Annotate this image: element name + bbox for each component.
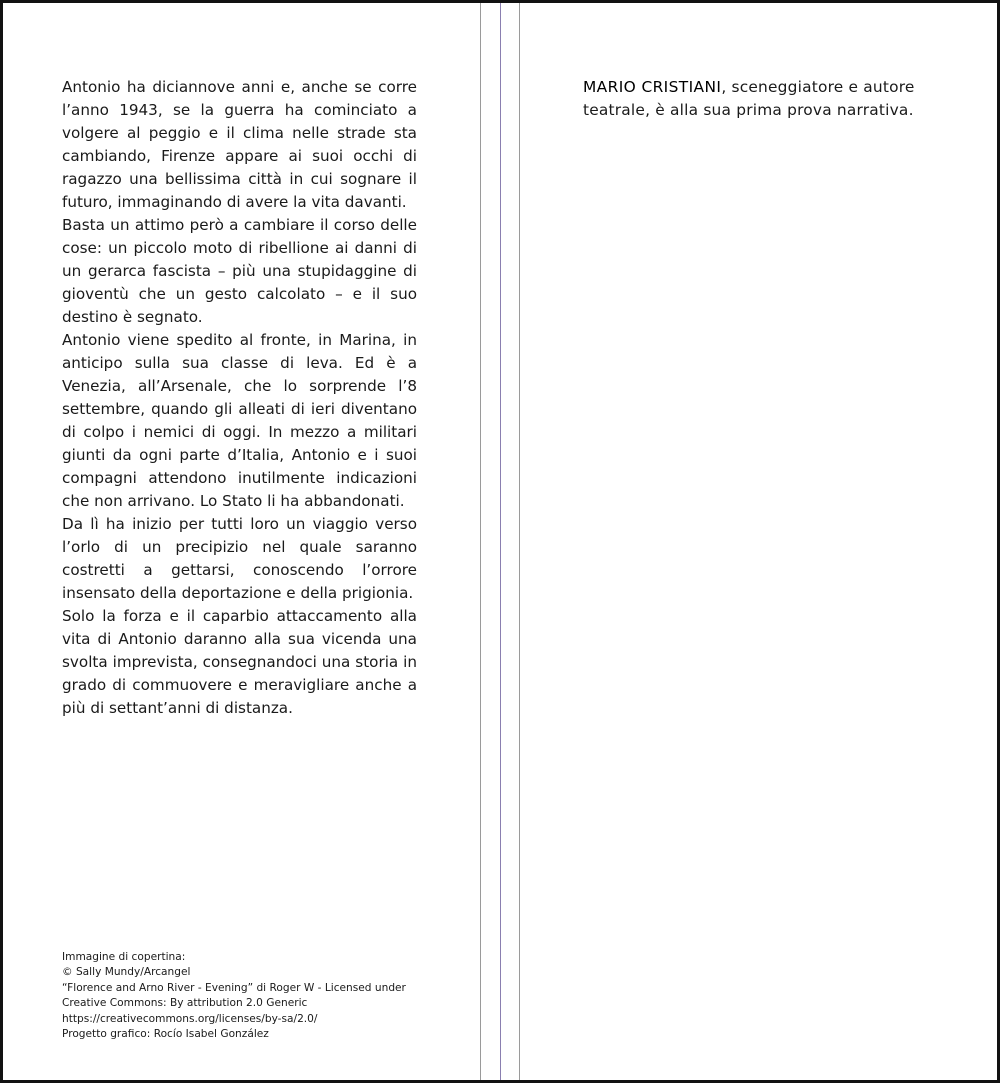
back-cover-page bbox=[3, 3, 480, 1080]
front-flap-page bbox=[521, 3, 997, 1080]
book-spine bbox=[480, 3, 520, 1080]
blurb-paragraph: Antonio ha diciannove anni e, anche se corre l’anno 1943, se la guerra ha cominciato a volgere al peggio e il clima nelle strade sta cambiando, Firenze appare ai suoi occhi di ragazzo una bellissima città in cui sognare il futuro, immaginando di avere la vita davanti. bbox=[62, 78, 417, 211]
credit-line: Progetto grafico: Rocío Isabel González bbox=[62, 1028, 269, 1041]
blurb-paragraph: Basta un attimo però a cambiare il corso delle cose: un piccolo moto di ribellione ai danni di un gerarca fascista – più una stupidaggine di gioventù che un gesto calcolato – e il suo destino è segnato. bbox=[62, 216, 417, 326]
credit-line: Creative Commons: By attribution 2.0 Generic bbox=[62, 997, 308, 1010]
author-bio bbox=[583, 76, 953, 122]
credit-line: “Florence and Arno River - Evening” di Roger W - Licensed under bbox=[62, 981, 406, 994]
author-bio-text: , sceneggiatore e autore teatrale, è alla sua prima prova narrativa. bbox=[583, 78, 915, 119]
blurb-paragraph: Solo la forza e il caparbio attaccamento alla vita di Antonio daranno alla sua vicenda una svolta imprevista, consegnandoci una storia in grado di commuovere e meravigliare anche a più di settant’anni di distanza. bbox=[62, 607, 417, 717]
cover-credits bbox=[62, 950, 462, 1042]
author-name: MARIO CRISTIANI bbox=[583, 78, 722, 96]
blurb-paragraph: Antonio viene spedito al fronte, in Marina, in anticipo sulla sua classe di leva. Ed è a Venezia, all’Arsenale, che lo sorprende l’8 settembre, quando gli alleati di ieri diventano di colpo i nemici di oggi. In mezzo a militari giunti da ogni parte d’Italia, Antonio e i suoi compagni attendono inutilmente indicazioni che non arrivano. Lo Stato li ha abbandonati. bbox=[62, 331, 417, 510]
credit-line: https://creativecommons.org/licenses/by-sa/2.0/ bbox=[62, 1012, 318, 1025]
spine-center-line bbox=[500, 3, 501, 1080]
book-blurb bbox=[62, 76, 417, 720]
blurb-paragraph: Da lì ha inizio per tutti loro un viaggio verso l’orlo di un precipizio nel quale saranno costretti a gettarsi, conoscendo l’orrore insensato della deportazione e della prigionia. bbox=[62, 515, 417, 602]
credit-line: Immagine di copertina: bbox=[62, 951, 186, 963]
credit-line: © Sally Mundy/Arcangel bbox=[62, 966, 191, 979]
